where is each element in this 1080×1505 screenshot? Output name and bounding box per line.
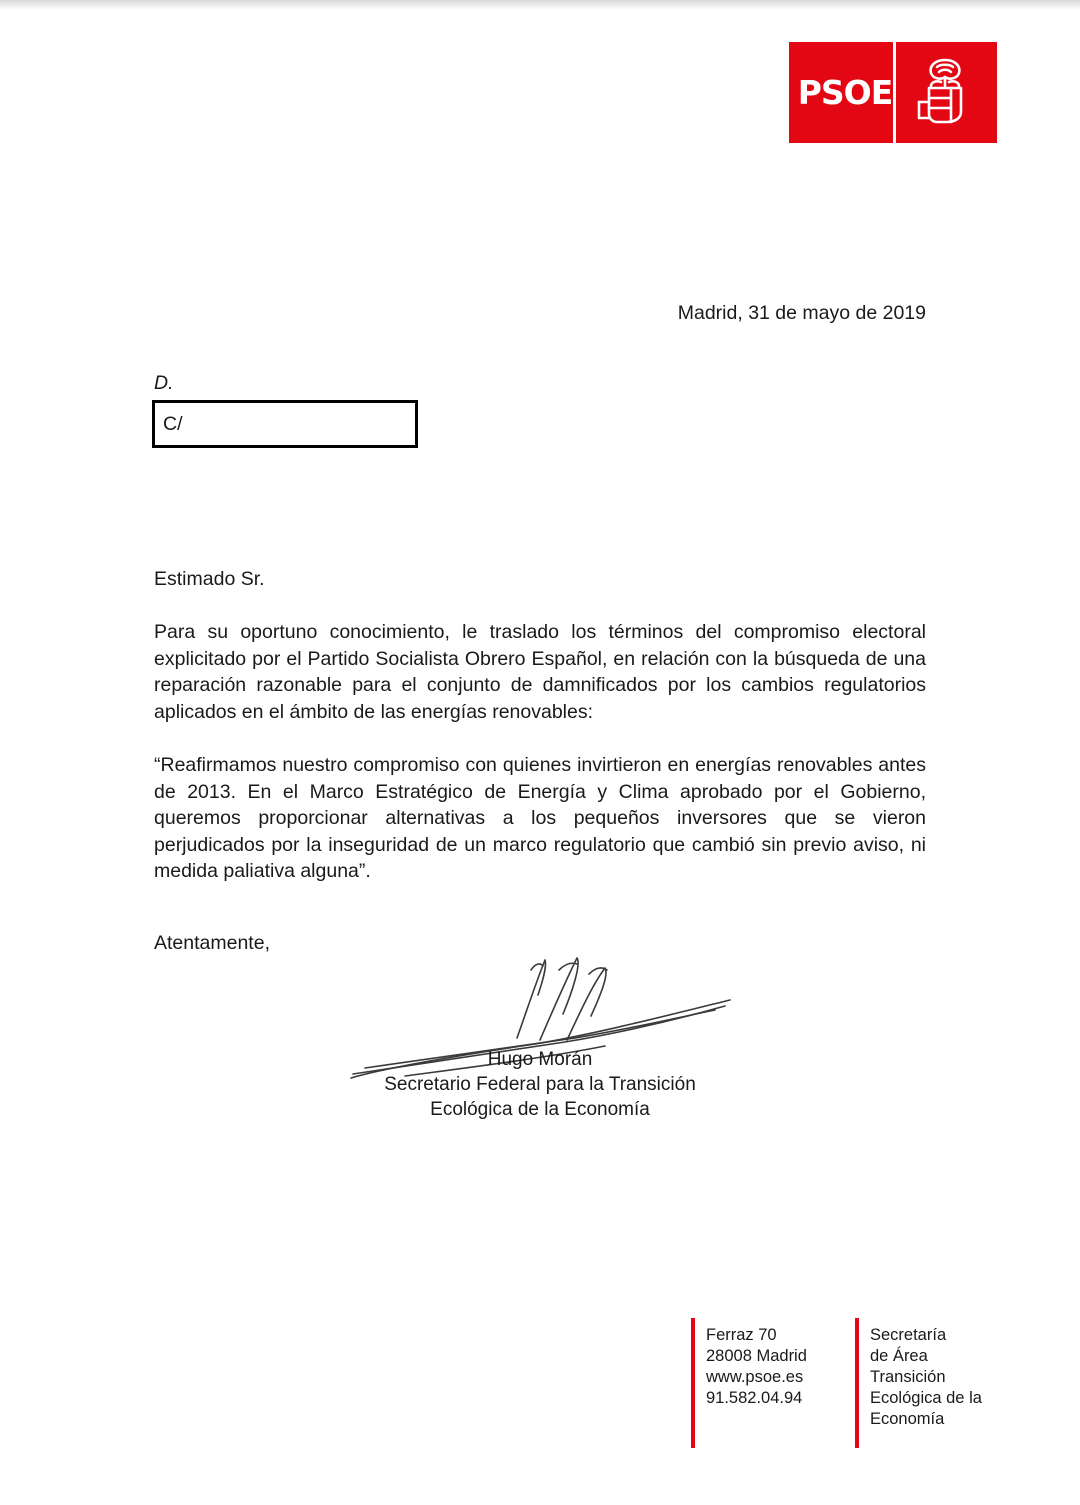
closing: Atentamente, [154, 932, 270, 954]
letter-date: Madrid, 31 de mayo de 2019 [677, 302, 926, 324]
greeting: Estimado Sr. [154, 568, 265, 590]
footer-department [870, 1325, 982, 1430]
signer-name: Hugo Morán [487, 1049, 593, 1070]
logo-divider [893, 42, 896, 143]
address-prefix: C/ [163, 413, 183, 435]
fist-and-rose-icon [915, 56, 975, 130]
footer-address [706, 1325, 807, 1409]
signer-title-line-2: Ecológica de la Economía [430, 1099, 650, 1120]
signer-title-line-1: Secretario Federal para la Transición [384, 1074, 696, 1095]
signature-block [340, 1047, 740, 1122]
footer-department-line: de Área [870, 1347, 928, 1365]
psoe-logo [789, 42, 997, 143]
recipient-prefix: D. [154, 372, 174, 394]
footer-divider-2 [855, 1318, 859, 1448]
footer-department-line: Ecológica de la [870, 1389, 982, 1407]
footer-department-line: Economía [870, 1410, 945, 1428]
footer-department-line: Secretaría [870, 1326, 947, 1344]
body-paragraph-2-quote: “Reafirmamos nuestro compromiso con quienes invirtieron en energías renovables antes de 2013. En el Marco Estratégico de Energía y Clima aprobado por el Gobierno, queremos proporcionar alternativas a los pequeños inversores que se vieron perjudicados por la inseguridad de un marco regulatorio que cambió sin previo aviso, ni medida paliativa alguna”. [154, 754, 926, 882]
footer-divider-1 [691, 1318, 695, 1448]
footer-address-line: Ferraz 70 [706, 1326, 777, 1344]
footer-address-line: 28008 Madrid [706, 1347, 807, 1365]
logo-text: PSOE [797, 73, 893, 112]
footer-department-line: Transición [870, 1368, 946, 1386]
address-box [152, 400, 418, 448]
footer-phone: 91.582.04.94 [706, 1389, 803, 1407]
body-paragraph-1: Para su oportuno conocimiento, le traslado los términos del compromiso electoral explicitado por el Partido Socialista Obrero Español, en relación con la búsqueda de una reparación razonable para el conjunto de damnificados por los cambios regulatorios aplicados en el ámbito de las energías renovables: [154, 621, 926, 723]
page-top-shadow [0, 0, 1080, 10]
footer-website: www.psoe.es [706, 1368, 804, 1386]
